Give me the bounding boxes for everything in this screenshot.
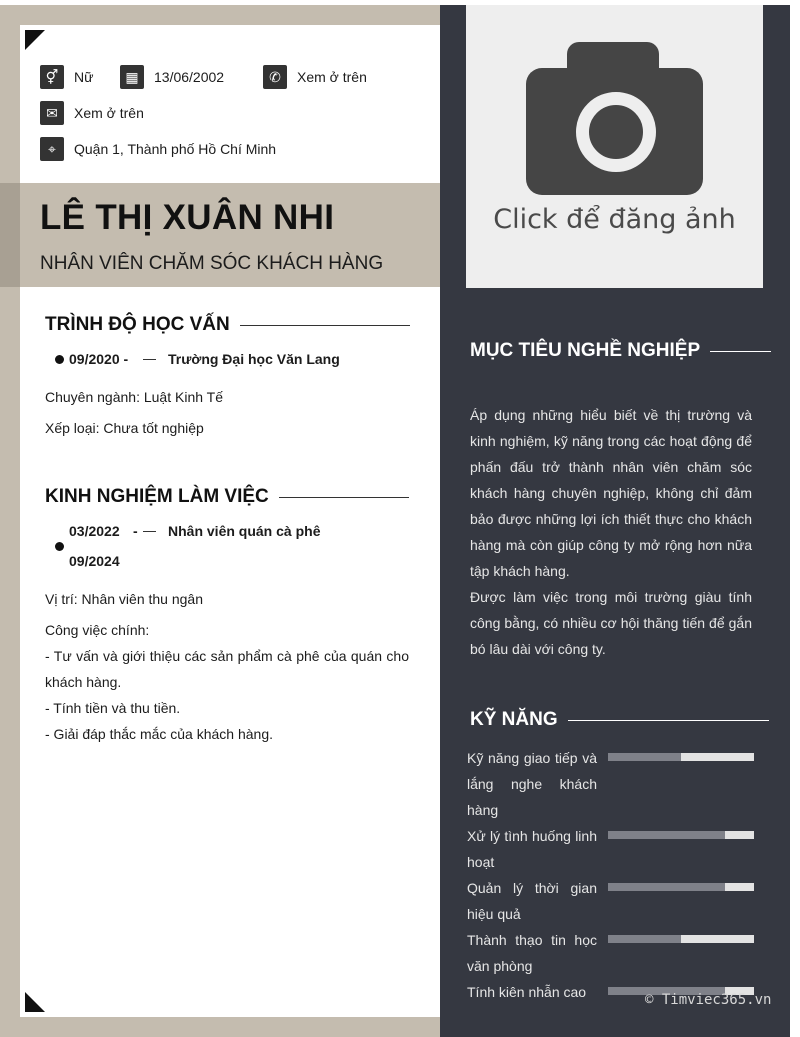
calendar-icon: ▦	[120, 65, 144, 89]
address-text: Quận 1, Thành phố Hồ Chí Minh	[74, 141, 277, 157]
camera-lens-icon	[576, 92, 656, 172]
candidate-title: NHÂN VIÊN CHĂM SÓC KHÁCH HÀNG	[40, 253, 384, 274]
experience-heading-text: KINH NGHIỆM LÀM VIỆC	[45, 486, 269, 507]
objective-paragraph-2: Được làm việc trong môi trường giàu tính công bằng, có nhiều cơ hội thăng tiến để gắn bó lâu dài với công ty.	[470, 589, 752, 657]
objective-heading	[470, 340, 771, 362]
corner-decoration-top	[25, 30, 45, 50]
objective-heading-line	[710, 351, 771, 352]
contact-address	[40, 137, 276, 161]
experience-bullet	[55, 542, 64, 551]
education-heading	[45, 314, 410, 336]
skill-bar	[608, 831, 754, 839]
experience-position: Vị trí: Nhân viên thu ngân	[45, 591, 203, 607]
birthday-text: 13/06/2002	[154, 69, 225, 85]
experience-role: Nhân viên quán cà phê	[168, 523, 321, 539]
objective-paragraph-1: Áp dụng những hiểu biết về thị trường và kinh nghiệm, kỹ năng trong các hoạt động để phấn đấu trở thành nhân viên chăm sóc khách hàng chuyên nghiệp, không chỉ đảm bảo được những lợi ích thiết thực cho khách hàng mà còn giúp công ty mở rộng hơn nữa tập khách hàng.	[470, 407, 752, 579]
experience-end: 09/2024	[69, 553, 120, 569]
skill-name: Quản lý thời gian hiệu quả	[467, 880, 597, 922]
education-heading-line	[240, 325, 410, 326]
experience-dash	[143, 531, 156, 532]
phone-icon: ✆	[263, 65, 287, 89]
experience-duties-label: Công việc chính:	[45, 622, 150, 638]
skill-name: Xử lý tình huống linh hoạt	[467, 828, 597, 870]
contact-email	[40, 101, 144, 125]
experience-heading	[45, 486, 409, 508]
skill-bar	[608, 883, 754, 891]
skill-bar	[608, 935, 754, 943]
contact-gender	[40, 65, 93, 89]
education-heading-text: TRÌNH ĐỘ HỌC VẤN	[45, 314, 230, 335]
experience-start: 03/2022	[69, 523, 120, 539]
skill-bar-fill	[608, 883, 725, 891]
location-pin-icon: ⌖	[40, 137, 64, 161]
education-period: 09/2020 -	[69, 351, 129, 367]
skill-bar-fill	[608, 831, 725, 839]
experience-duty-1: - Tư vấn và giới thiệu các sản phẩm cà phê của quán cho khách hàng.	[45, 648, 409, 690]
corner-decoration-bottom	[25, 992, 45, 1012]
education-school: Trường Đại học Văn Lang	[168, 351, 340, 367]
name-band-accent	[0, 183, 20, 287]
education-bullet	[55, 355, 64, 364]
main-panel	[20, 25, 440, 1017]
objective-heading-text: MỤC TIÊU NGHỀ NGHIỆP	[470, 340, 701, 361]
phone-text: Xem ở trên	[297, 69, 367, 85]
experience-duty-3: - Giải đáp thắc mắc của khách hàng.	[45, 726, 274, 742]
email-text: Xem ở trên	[74, 105, 144, 121]
skill-bar	[608, 753, 754, 761]
skill-bar-fill	[608, 753, 681, 761]
email-icon: ✉	[40, 101, 64, 125]
contact-phone	[263, 65, 367, 89]
education-dash	[143, 359, 156, 360]
photo-upload-label[interactable]: Click để đăng ảnh	[493, 204, 736, 235]
experience-duty-2: - Tính tiền và thu tiền.	[45, 700, 181, 716]
candidate-name: LÊ THỊ XUÂN NHI	[40, 198, 335, 237]
skills-heading-line	[568, 720, 769, 721]
watermark: © Timviec365.vn	[645, 992, 772, 1008]
education-rank: Xếp loại: Chưa tốt nghiệp	[45, 420, 204, 436]
skill-name: Tính kiên nhẫn cao	[467, 984, 587, 1000]
contact-birthday	[120, 65, 224, 89]
education-major: Chuyên ngành: Luật Kinh Tế	[45, 389, 223, 405]
skill-name: Kỹ năng giao tiếp và lắng nghe khách hàng	[467, 750, 597, 818]
experience-heading-line	[279, 497, 409, 498]
gender-icon: ⚥	[40, 65, 64, 89]
experience-dash-text: -	[133, 523, 138, 539]
skills-heading-text: KỸ NĂNG	[470, 709, 558, 730]
skill-name: Thành thạo tin học văn phòng	[467, 932, 597, 974]
skill-bar-fill	[608, 935, 681, 943]
gender-text: Nữ	[74, 69, 94, 85]
skills-heading	[470, 709, 769, 731]
